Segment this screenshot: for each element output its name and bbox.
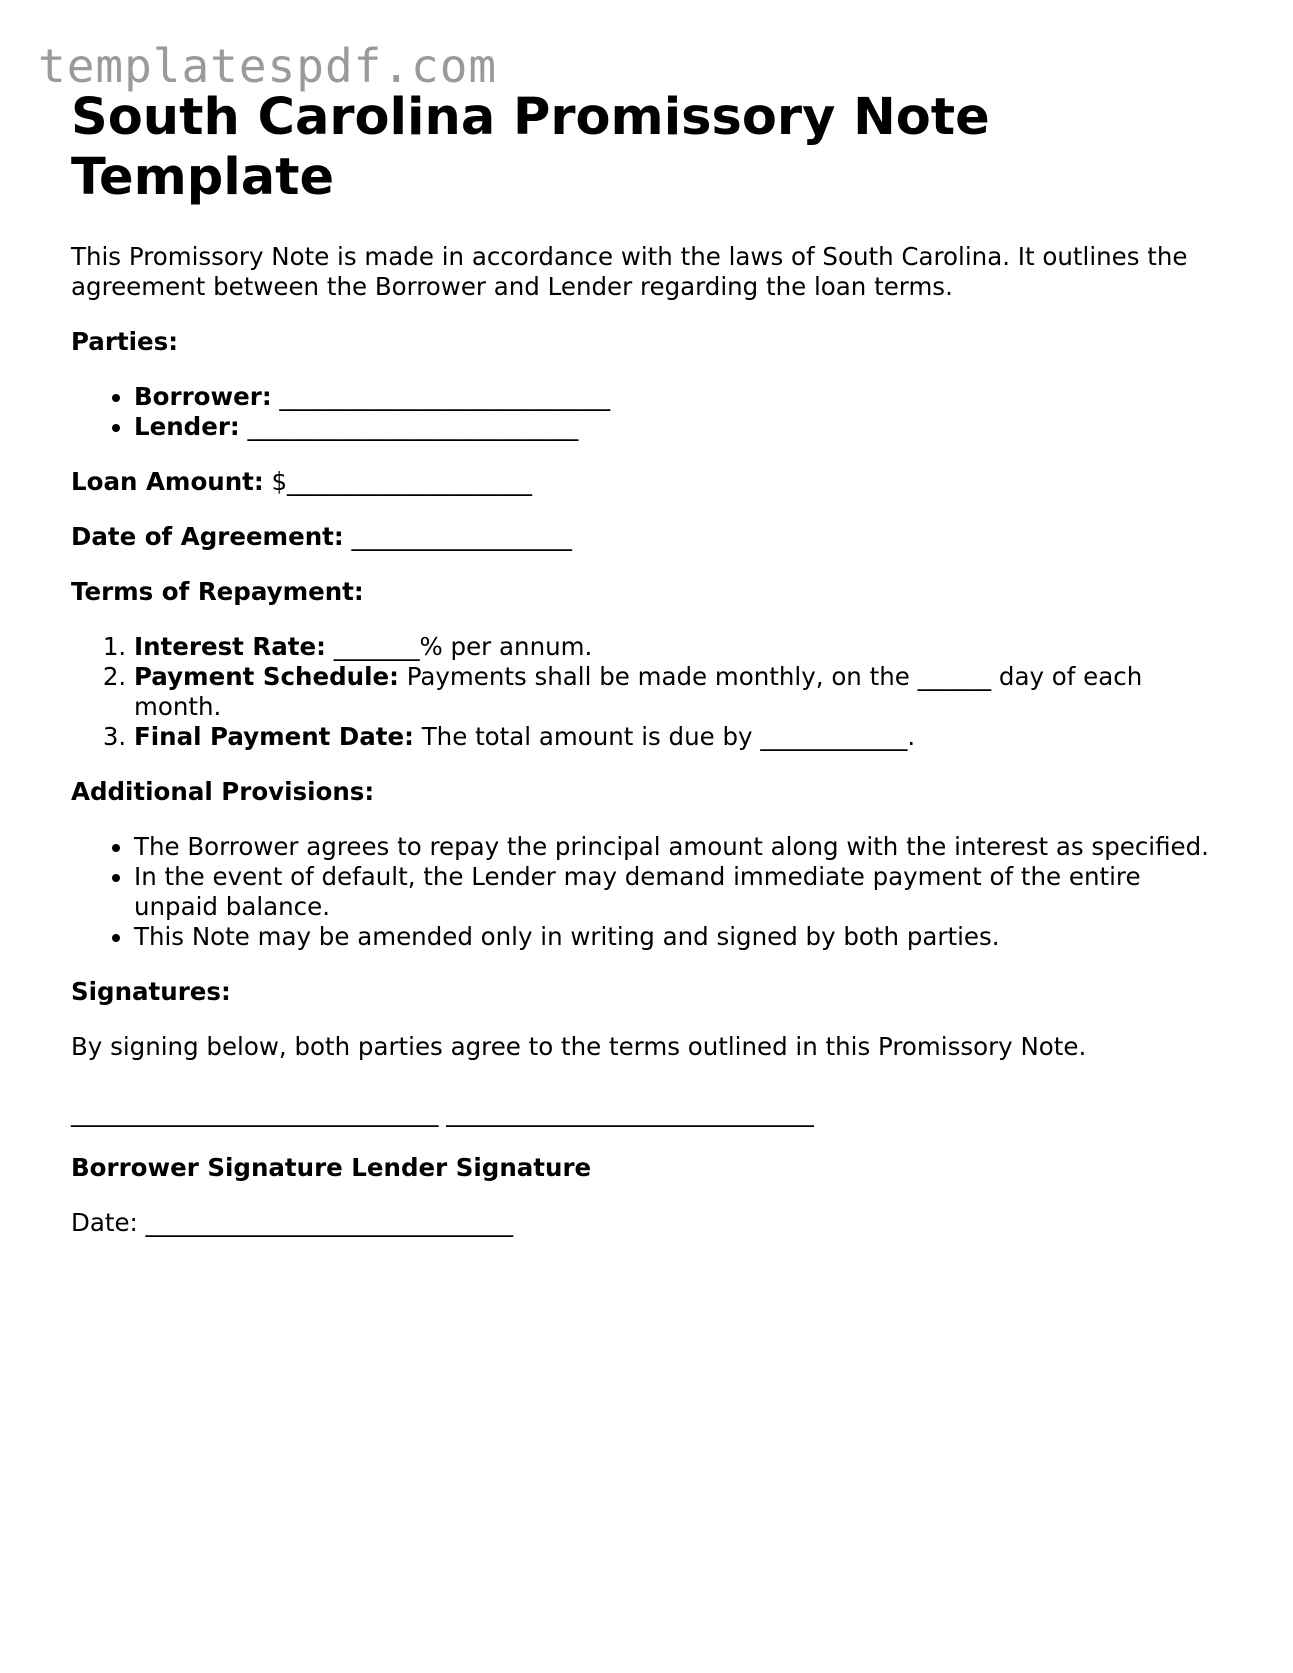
payment-schedule-label: Payment Schedule:: [134, 662, 399, 691]
loan-amount: [71, 467, 1231, 497]
lender-label: Lender:: [134, 412, 240, 441]
list-item: • In the event of default, the Lender may demand immediate payment of the entire unpaid balance.: [134, 862, 1231, 922]
terms-heading: Terms of Repayment:: [71, 577, 364, 606]
parties-list: [71, 382, 1231, 442]
borrower-label: Borrower:: [134, 382, 272, 411]
date-of-agreement-blank: __________________: [343, 522, 572, 551]
signature-date-blank: ______________________________: [137, 1208, 514, 1237]
lender-blank: ___________________________: [239, 412, 579, 441]
payment-schedule-text: Payments shall be made monthly, on the ______ day of each month.: [134, 662, 1143, 721]
date-of-agreement-label: Date of Agreement:: [71, 522, 344, 551]
watermark: templatespdf.com: [38, 39, 498, 93]
interest-rate-text: _______% per annum.: [325, 632, 593, 661]
lender-item: [134, 412, 1231, 442]
terms-list: [71, 632, 1231, 752]
borrower-item: [134, 382, 1231, 412]
final-payment-text: The total amount is due by ____________.: [413, 722, 916, 751]
provisions-heading: Additional Provisions:: [71, 777, 375, 806]
list-item: • The Borrower agrees to repay the principal amount along with the interest as specified.: [134, 832, 1231, 862]
signature-date: [71, 1208, 1231, 1238]
document-page: [71, 88, 1231, 1263]
intro-paragraph: This Promissory Note is made in accordance with the laws of South Carolina. It outlines the agreement between the Borrower and Lender regarding the loan terms.: [71, 242, 1188, 301]
signature-lines: ______________________________ ______________________________: [71, 1098, 814, 1127]
page-title: South Carolina Promissory Note Template: [71, 88, 990, 207]
signature-labels: Borrower Signature Lender Signature: [71, 1153, 592, 1182]
provisions-list: [71, 832, 1231, 952]
signature-date-label: Date:: [71, 1208, 138, 1237]
loan-amount-label: Loan Amount:: [71, 467, 264, 496]
interest-rate-item: [134, 632, 1231, 662]
loan-amount-blank: $____________________: [263, 467, 533, 496]
final-payment-label: Final Payment Date:: [134, 722, 414, 751]
final-payment-item: [134, 722, 1231, 752]
interest-rate-label: Interest Rate:: [134, 632, 326, 661]
date-of-agreement: [71, 522, 1231, 552]
payment-schedule-item: [134, 662, 1231, 722]
list-item: • This Note may be amended only in writing and signed by both parties.: [134, 922, 1231, 952]
signatures-heading: Signatures:: [71, 977, 231, 1006]
borrower-blank: ___________________________: [271, 382, 611, 411]
parties-heading: Parties:: [71, 327, 179, 356]
signatures-text: By signing below, both parties agree to the terms outlined in this Promissory Note.: [71, 1032, 1087, 1061]
